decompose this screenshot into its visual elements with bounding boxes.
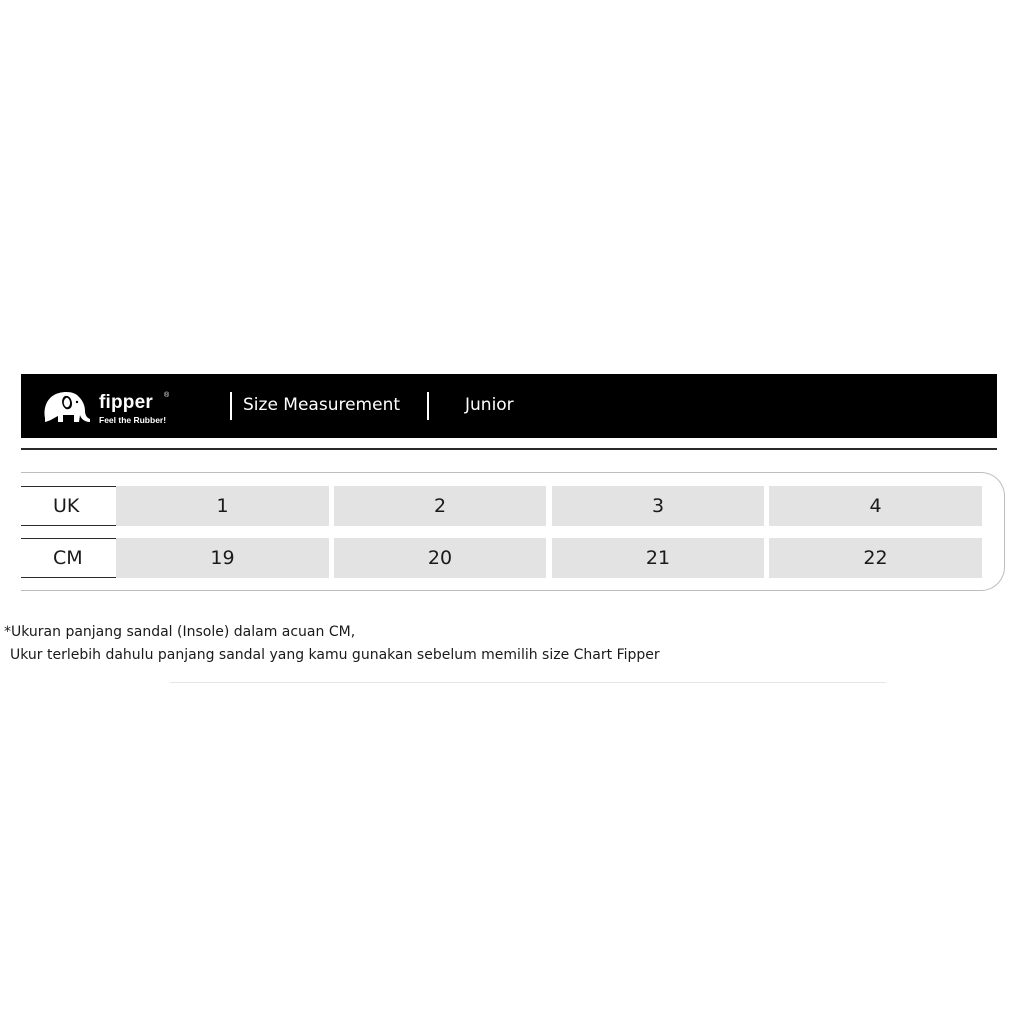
divider (170, 682, 886, 683)
table-cell: 1 (116, 486, 329, 526)
header-divider (230, 392, 232, 420)
table-cell: 2 (334, 486, 546, 526)
brand-name: fipper (99, 392, 153, 413)
header-divider (427, 392, 429, 420)
table-cell: 19 (116, 538, 329, 578)
table-cell: 21 (552, 538, 764, 578)
table-cell: 4 (769, 486, 982, 526)
row-label-text: CM (53, 547, 83, 569)
header-bar (21, 374, 997, 438)
row-label-text: UK (53, 495, 80, 517)
brand-registered-mark: ® (164, 392, 170, 399)
table-cell: 20 (334, 538, 546, 578)
page-title: Size Measurement (243, 395, 401, 415)
brand-logo (41, 388, 191, 426)
size-note (4, 621, 660, 667)
table-cell: 3 (552, 486, 764, 526)
elephant-logo-icon (41, 388, 93, 426)
header-underline (21, 448, 997, 450)
category-label: Junior (465, 395, 514, 415)
brand-tagline: Feel the Rubber! (99, 415, 167, 425)
table-cell: 22 (769, 538, 982, 578)
note-line-1: *Ukuran panjang sandal (Insole) dalam acuan CM, (4, 624, 356, 640)
note-line-2: Ukur terlebih dahulu panjang sandal yang kamu gunakan sebelum memilih size Chart Fipper (10, 647, 660, 663)
